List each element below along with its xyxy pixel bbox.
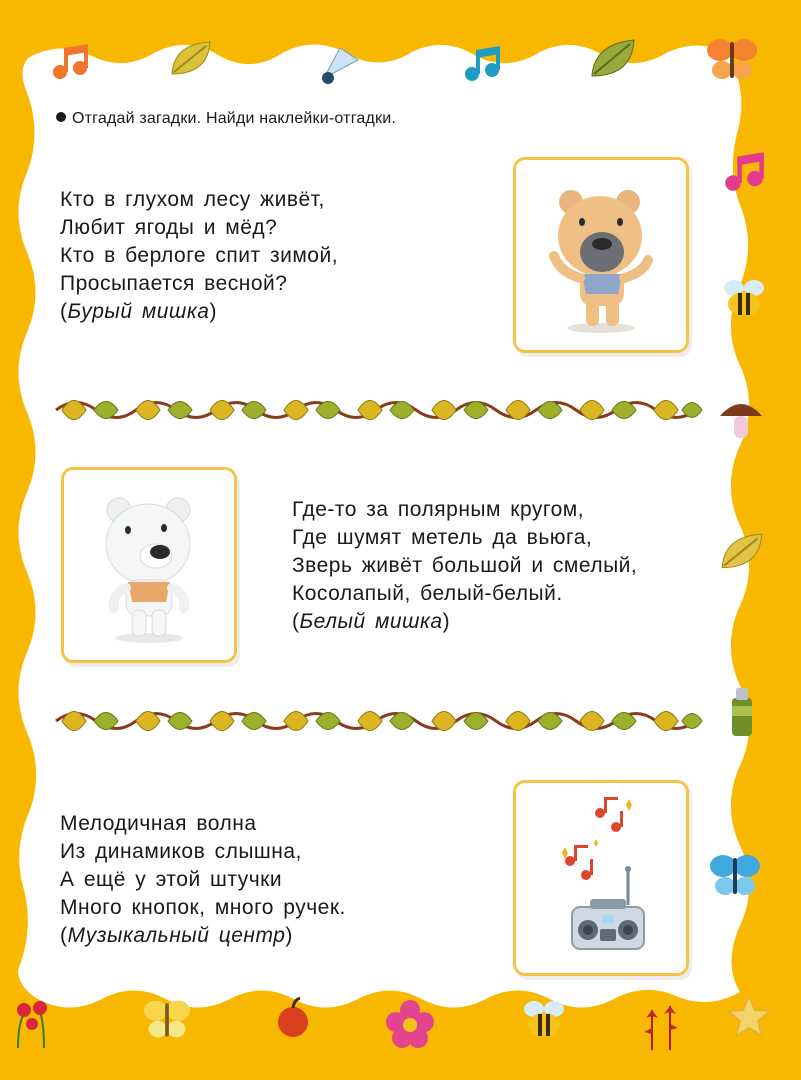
butterfly-icon bbox=[706, 850, 764, 900]
sticker-card-brown-bear[interactable] bbox=[513, 157, 689, 353]
white-bear-illustration bbox=[64, 470, 234, 660]
riddle-2 bbox=[292, 496, 637, 636]
riddle-1 bbox=[60, 186, 338, 326]
riddle-line: Просыпается весной? bbox=[60, 272, 288, 295]
answer-text: Музыкальный центр bbox=[67, 924, 286, 947]
leaf-vine-divider bbox=[52, 385, 704, 435]
leaf-icon bbox=[168, 38, 216, 82]
instruction bbox=[56, 110, 396, 128]
spray-can-icon bbox=[726, 684, 758, 738]
riddle-3 bbox=[60, 810, 346, 950]
answer-text: Белый мишка bbox=[299, 610, 443, 633]
riddle-answer: (Музыкальный центр) bbox=[60, 924, 293, 947]
riddle-line: Кто в берлоге спит зимой, bbox=[60, 244, 339, 267]
riddle-line: Косолапый, белый-белый. bbox=[292, 582, 563, 605]
riddle-line: Зверь живёт большой и смелый, bbox=[292, 554, 638, 577]
brown-bear-illustration bbox=[516, 160, 686, 350]
butterfly-icon bbox=[140, 996, 194, 1042]
riddle-line: Где-то за полярным кругом, bbox=[292, 498, 585, 521]
music-note-icon bbox=[50, 42, 90, 82]
strawberry-icon bbox=[8, 994, 60, 1050]
riddle-line: Кто в глухом лесу живёт, bbox=[60, 188, 325, 211]
boombox-illustration bbox=[516, 783, 686, 973]
leaf-icon bbox=[588, 36, 640, 84]
sticker-card-boombox[interactable] bbox=[513, 780, 689, 976]
shuttlecock-icon bbox=[318, 42, 362, 86]
instruction-text: Отгадай загадки. Найди наклейки-отгадки. bbox=[72, 110, 396, 127]
sticker-card-white-bear[interactable] bbox=[61, 467, 237, 663]
riddle-answer: (Бурый мишка) bbox=[60, 300, 217, 323]
riddle-answer: (Белый мишка) bbox=[292, 610, 451, 633]
leaf-vine-divider bbox=[52, 696, 704, 746]
leaf-icon bbox=[718, 530, 768, 576]
flower-icon bbox=[384, 998, 436, 1050]
mushroom-icon bbox=[716, 394, 766, 444]
riddle-line: Любит ягоды и мёд? bbox=[60, 216, 278, 239]
flower-icon bbox=[638, 996, 688, 1052]
riddle-line: А ещё у этой штучки bbox=[60, 868, 283, 891]
riddle-line: Из динамиков слышна, bbox=[60, 840, 302, 863]
riddle-line: Где шумят метель да вьюга, bbox=[292, 526, 593, 549]
bee-icon bbox=[714, 276, 772, 322]
bullet-icon bbox=[56, 112, 66, 122]
butterfly-icon bbox=[704, 34, 760, 84]
apple-icon bbox=[272, 996, 314, 1040]
music-note-icon bbox=[722, 150, 766, 194]
answer-text: Бурый мишка bbox=[67, 300, 210, 323]
bee-icon bbox=[514, 996, 572, 1044]
star-icon bbox=[724, 992, 774, 1042]
riddle-line: Мелодичная волна bbox=[60, 812, 257, 835]
riddle-line: Много кнопок, много ручек. bbox=[60, 896, 346, 919]
music-note-icon bbox=[462, 44, 502, 84]
